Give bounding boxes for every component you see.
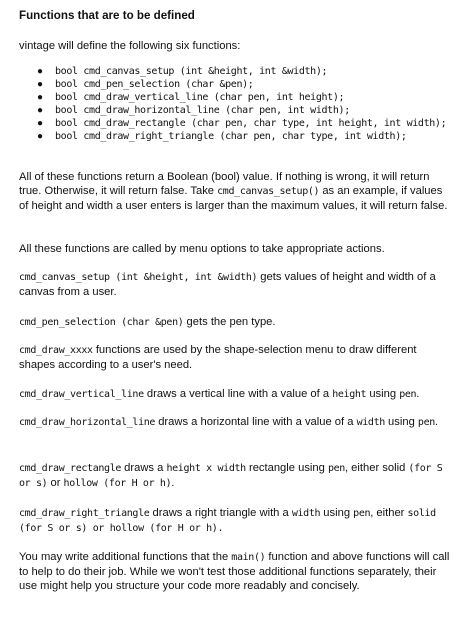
function-signature: bool cmd_draw_horizontal_line (char pen, int width); (55, 105, 350, 116)
paragraph-text: draws a vertical line with a value of a (143, 388, 333, 400)
code-snippet: cmd_draw_xxxx (19, 345, 93, 356)
code-snippet: width (291, 508, 321, 519)
draw-functions-paragraph (19, 343, 451, 372)
code-snippet: cmd_draw_right_triangle (19, 508, 150, 519)
list-item (37, 104, 446, 117)
bullet-icon: ● (37, 131, 44, 142)
paragraph-text: using (366, 388, 400, 400)
function-signature: bool cmd_draw_right_triangle (char pen, char type, int width); (55, 131, 407, 142)
function-list (19, 65, 446, 143)
bullet-icon: ● (37, 105, 44, 116)
intro-paragraph: vintage will define the following six functions: (19, 40, 241, 52)
function-signature: bool cmd_draw_vertical_line (char pen, int height); (55, 92, 345, 103)
list-item (37, 65, 446, 78)
paragraph-text: draws a (121, 462, 167, 474)
paragraph-text: as an example, if values of height and width a user enters is larger than the maximum values, it will return false. (19, 185, 448, 212)
paragraph-text: draws a right triangle with a (149, 507, 292, 519)
bullet-icon: ● (37, 66, 44, 77)
function-signature: bool cmd_pen_selection (char &pen); (55, 79, 254, 90)
code-snippet: cmd_canvas_setup (int &height, int &width) (19, 272, 258, 283)
code-snippet: (for S or s) (19, 463, 443, 489)
paragraph-text: , either solid (344, 462, 409, 474)
canvas-setup-paragraph (19, 270, 451, 299)
menu-paragraph: All these functions are called by menu options to take appropriate actions. (19, 243, 385, 255)
paragraph-text: functions are used by the shape-selection menu to draw different shapes according to a user's need. (19, 344, 417, 371)
paragraph-text: function and above functions will call to help to do their job. While we won't test those additional functions separately, their use might help you structure your code more readably and concisely. (19, 551, 450, 592)
pen-selection-paragraph (19, 315, 451, 330)
paragraph-text: using (320, 507, 354, 519)
paragraph-text: , either (370, 507, 408, 519)
list-item (37, 78, 446, 91)
bullet-icon: ● (37, 92, 44, 103)
paragraph-text: draws a horizontal line with a value of a (155, 416, 357, 428)
return-value-paragraph (19, 170, 451, 213)
code-snippet: solid (for S or s) or hollow (for H or h). (19, 508, 436, 534)
code-snippet: height (332, 389, 367, 400)
paragraph-text: gets values of height and width of a canvas from a user. (19, 271, 436, 298)
additional-functions-paragraph (19, 550, 451, 593)
bullet-icon: ● (37, 79, 44, 90)
paragraph-text: using (384, 416, 418, 428)
code-snippet: pen (399, 389, 417, 400)
function-signature: bool cmd_canvas_setup (int &height, int &width); (55, 66, 328, 77)
list-item (37, 117, 447, 130)
rectangle-paragraph (19, 461, 451, 491)
code-snippet: cmd_canvas_setup() (217, 186, 320, 197)
vertical-line-paragraph (19, 387, 451, 402)
paragraph-text: or (47, 477, 64, 489)
paragraph-text: . (171, 477, 175, 489)
list-item (37, 91, 446, 104)
paragraph-text: All of these functions return a Boolean (bool) value. If nothing is wrong, it will return true. Otherwise, it will return false. Take (19, 171, 430, 197)
paragraph-text: . (434, 416, 439, 428)
code-snippet: cmd_pen_selection (char &pen) (19, 317, 184, 328)
horizontal-line-paragraph (19, 415, 451, 430)
code-snippet: cmd_draw_rectangle (19, 463, 122, 474)
code-snippet: pen (417, 417, 435, 428)
paragraph-text: . (416, 388, 420, 400)
bullet-icon: ● (37, 118, 44, 129)
section-heading: Functions that are to be defined (19, 9, 195, 22)
triangle-paragraph (19, 506, 451, 536)
paragraph-text: rectangle using (245, 462, 328, 474)
code-snippet: pen (327, 463, 345, 474)
code-snippet: pen (353, 508, 371, 519)
code-snippet: main() (231, 552, 266, 563)
list-item (37, 130, 446, 143)
function-signature: bool cmd_draw_rectangle (char pen, char type, int height, int width); (55, 118, 447, 129)
code-snippet: width (356, 417, 385, 428)
code-snippet: cmd_draw_horizontal_line (19, 417, 156, 428)
paragraph-text: You may write additional functions that the (19, 551, 232, 563)
code-snippet: cmd_draw_vertical_line (19, 389, 144, 400)
paragraph-text: gets the pen type. (183, 316, 276, 328)
code-snippet: height x width (166, 463, 246, 474)
code-snippet: hollow (for H or h) (63, 478, 172, 489)
